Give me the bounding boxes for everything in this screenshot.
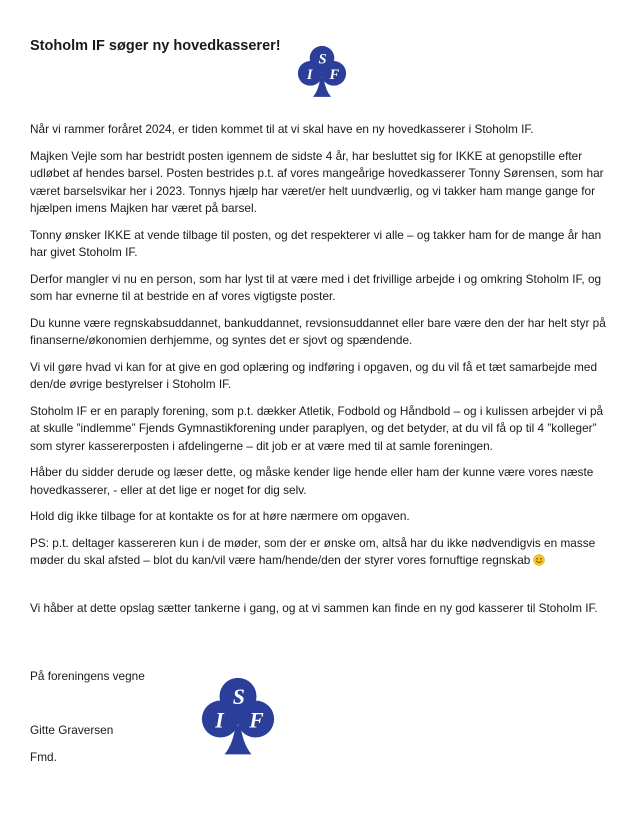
paragraph-tonny: Tonny ønsker IKKE at vende tilbage til posten, og det respekterer vi alle – og takker ham for de mange år han har givet Stoholm IF. xyxy=(30,227,602,259)
logo-bottom-letter-i: I xyxy=(215,708,224,733)
stoholm-if-logo xyxy=(294,42,350,98)
paragraph-umbrella: Stoholm IF er en paraply forening, som p.t. dækker Atletik, Fodbold og Håndbold – og i kulissen arbejder vi på at skulle ”indlemme” Fjends Gymnastikforening under paraplyen, og det betyder, at du vil få op til 4 ”kolleger” som styrer kassererposten i afdelingerne – dit job er at være med til at samle foreningen. xyxy=(30,403,604,453)
paragraph-contact: Hold dig ikke tilbage for at kontakte os for at høre nærmere om opgaven. xyxy=(30,509,410,523)
stoholm-if-logo-bottom xyxy=(196,672,280,756)
paragraph-training: Vi vil gøre hvad vi kan for at give en god oplæring og indføring i opgaven, og du vil få et tæt samarbejde med den/de øvrige bestyrelser i Stoholm IF. xyxy=(30,359,598,391)
paragraph-closing: Vi håber at dette opslag sætter tankerne i gang, og at vi sammen kan finde en ny god kasserer til Stoholm IF. xyxy=(30,600,598,615)
logo-letter-f: F xyxy=(329,66,340,83)
ps-text: PS: p.t. deltager kassereren kun i de møder, som der er ønske om, altså har du ikke nødvendigvis en masse møder du skal afsted – blot du kan/vil være ham/hende/den der styrer vores fornuftige regnskab xyxy=(30,535,596,567)
signoff: På foreningens vegne xyxy=(30,669,145,683)
paragraph-ps xyxy=(30,535,610,570)
logo-bottom-letter-s: S xyxy=(232,684,245,709)
letter-body xyxy=(30,121,610,626)
signer-title: Fmd. xyxy=(30,750,57,764)
paragraph-need: Derfor mangler vi nu en person, som har lyst til at være med i det frivillige arbejde i og omkring Stoholm IF, og som har evnerne til at bestride en af vores vigtigste poster. xyxy=(30,271,602,303)
smiling-face-icon xyxy=(533,554,545,566)
logo-letter-i: I xyxy=(306,66,313,83)
paragraph-intro: Når vi rammer foråret 2024, er tiden kommet til at vi skal have en ny hovedkasserer i Stoholm IF. xyxy=(30,122,534,136)
paragraph-background: Majken Vejle som har bestridt posten igennem de sidste 4 år, har besluttet sig for IKKE at genopstille efter udløbet af hendes barsel. Posten bestrides p.t. af vores mangeårige hovedkasserer Tonny Sørensen, som har været barselsvikar her i 2023. Tonnys hjælp har været/er helt uundværlig, og vi takker ham mange gange for hjælpen imens Majken har været på barsel. xyxy=(30,148,604,215)
logo-letter-s: S xyxy=(318,51,327,68)
paragraph-call-to-action: Håber du sidder derude og læser dette, og måske kender lige hende eller ham der kunne være vores næste hovedkasserer, - eller at det lige er noget for dig selv. xyxy=(30,465,594,497)
signer-name: Gitte Graversen xyxy=(30,723,114,737)
logo-bottom-letter-f: F xyxy=(249,708,264,733)
document-title: Stoholm IF søger ny hovedkasserer! xyxy=(30,38,281,54)
paragraph-qualifications: Du kunne være regnskabsuddannet, bankuddannet, revsionsuddannet eller bare være den der har helt styr på finanserne/økonomien derhjemme, og syntes det er sjovt og spændende. xyxy=(30,315,606,347)
